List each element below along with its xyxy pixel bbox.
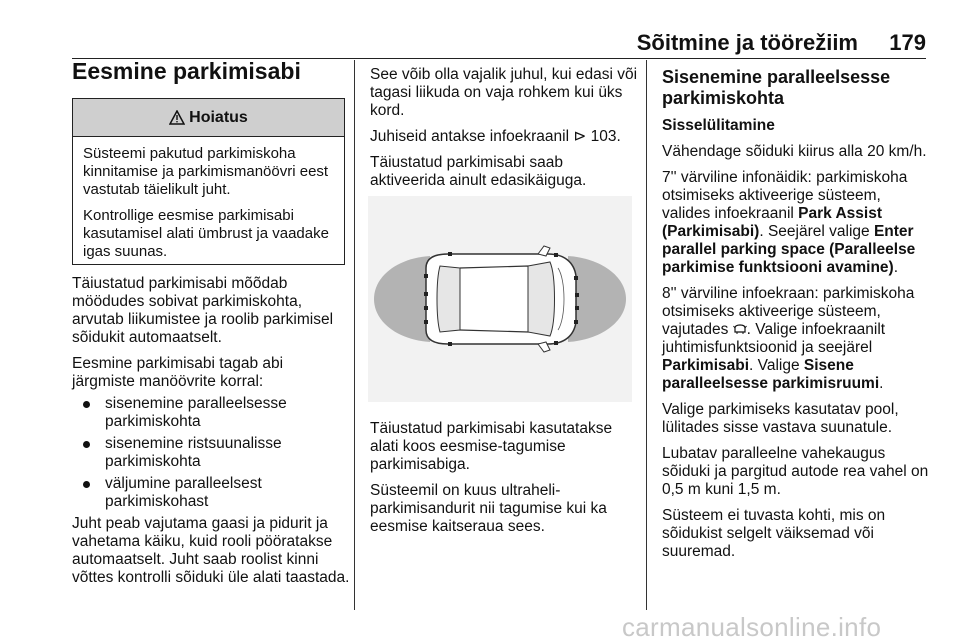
left-column bbox=[72, 275, 350, 595]
right-column bbox=[662, 67, 930, 569]
paragraph: Vähendage sõiduki kiirus alla 20 km/h. bbox=[662, 143, 927, 160]
car-top-view-diagram bbox=[368, 196, 632, 402]
warning-paragraph: Süsteemi pakutud parkimiskoha kinnitamise ja parkimismanöövri eest vastutab täielikult juht. bbox=[83, 145, 329, 198]
column-divider bbox=[354, 60, 355, 610]
list-item: väljumine paralleelsest parkimiskohast bbox=[72, 475, 350, 511]
text-run: . bbox=[879, 375, 884, 392]
parking-sensor-illustration bbox=[368, 196, 632, 402]
section-title: Sõitmine ja töörežiim bbox=[636, 30, 858, 55]
warning-triangle-icon bbox=[169, 110, 185, 125]
page-title: Eesmine parkimisabi bbox=[72, 58, 301, 84]
menu-item-ref: Park Assist (Parkimisabi) bbox=[662, 205, 883, 240]
text-run: . Valige bbox=[749, 357, 804, 374]
warning-box bbox=[72, 98, 345, 265]
rear-sensor bbox=[424, 292, 428, 296]
front-sensor bbox=[574, 276, 578, 280]
paragraph: See võib olla vajalik juhul, kui edasi või tagasi liikuda on vaja rohkem kui üks kord. bbox=[370, 66, 638, 119]
page-header bbox=[72, 24, 926, 59]
side-sensor bbox=[554, 341, 558, 345]
manoeuvre-list bbox=[72, 395, 350, 511]
paragraph: Süsteem ei tuvasta kohti, mis on sõidukist selgelt väiksemad või suuremad. bbox=[662, 507, 886, 560]
side-sensor bbox=[448, 342, 452, 346]
rear-sensor bbox=[424, 274, 428, 278]
column-divider bbox=[646, 60, 647, 610]
warning-title: Hoiatus bbox=[189, 108, 248, 126]
paragraph: Täiustatud parkimisabi mõõdab möödudes sobivat parkimiskohta, arvutab liikumistee ja roolib parkimisel sõidukit automaatselt. bbox=[72, 275, 334, 346]
menu-item-ref: Parkimisabi bbox=[662, 357, 750, 374]
front-sensor bbox=[575, 306, 579, 310]
list-item: sisenemine paralleelsesse parkimiskohta bbox=[72, 395, 350, 431]
paragraph bbox=[662, 169, 930, 277]
page-reference[interactable]: 103. bbox=[590, 128, 621, 145]
middle-column-bottom bbox=[370, 420, 638, 544]
text-run: . Seejärel valige bbox=[759, 223, 874, 240]
text-run: 8'' värviline infoekraan: parkimiskoha otsimiseks aktiveerige süsteem, vajutades bbox=[662, 285, 915, 338]
rear-sensor bbox=[424, 320, 428, 324]
paragraph: Juht peab vajutama gaasi ja pidurit ja vahetama käiku, kuid rooli pööratakse automaatselt. Juht saab roolist kinni võttes kontrolli sõiduki üle alati taastada. bbox=[72, 515, 350, 586]
front-sensor bbox=[574, 320, 578, 324]
car-windshield bbox=[528, 262, 555, 336]
list-item: sisenemine ristsuunalisse parkimiskohta bbox=[72, 435, 350, 471]
section-heading: Sisenemine paralleelsesse parkimiskohta bbox=[662, 67, 891, 108]
side-sensor bbox=[448, 252, 452, 256]
page-number: 179 bbox=[889, 30, 926, 55]
middle-column-top bbox=[370, 66, 638, 198]
side-sensor bbox=[554, 253, 558, 257]
front-sensor bbox=[575, 293, 579, 297]
warning-paragraph: Kontrollige eesmise parkimisabi kasutamisel alati ümbrust ja vaadake igas suunas. bbox=[83, 207, 329, 260]
paragraph: Täiustatud parkimisabi saab aktiveerida ainult edasikäiguga. bbox=[370, 154, 587, 189]
text-run: . bbox=[893, 259, 899, 276]
car-rear-window bbox=[437, 266, 460, 332]
menu-item-ref: Enter parallel parking space (Paralleelse parkimise funktsiooni avamine) bbox=[662, 223, 916, 276]
paragraph: Eesmine parkimisabi tagab abi järgmiste manöövrite korral: bbox=[72, 355, 284, 390]
text-run: . Valige infoekraanilt juhtimisfunktsioonid ja seejärel bbox=[662, 321, 886, 356]
paragraph: Valige parkimiseks kasutatav pool, lülitades sisse vastava suunatule. bbox=[662, 401, 899, 436]
page-reference-icon: ⊳ bbox=[573, 128, 587, 145]
paragraph: Täiustatud parkimisabi kasutatakse alati koos eesmise-tagumise parkimisabiga. bbox=[370, 420, 613, 473]
paragraph: Lubatav paralleelne vahekaugus sõiduki ja pargitud autode rea vahel on 0,5 m kuni 1,5 m. bbox=[662, 445, 929, 498]
watermark: carmanualsonline.info bbox=[622, 612, 882, 642]
paragraph: Süsteemil on kuus ultraheli-parkimisandurit nii tagumise kui ka eesmise kaitseraua sees. bbox=[370, 482, 607, 535]
rear-sensor bbox=[424, 306, 428, 310]
activation-label: Sisselülitamine bbox=[662, 117, 775, 134]
parking-assist-icon bbox=[733, 323, 747, 335]
paragraph bbox=[370, 128, 638, 146]
reference-text: Juhiseid antakse infoekraanil bbox=[370, 128, 574, 145]
car-roof bbox=[452, 266, 540, 332]
paragraph bbox=[662, 285, 930, 393]
menu-item-ref: Sisene paralleelsesse parkimisruumi bbox=[662, 357, 880, 392]
rear-sensor-zone bbox=[374, 256, 430, 342]
text-run: 7'' värviline infonäidik: parkimiskoha otsimiseks aktiveerige süsteem, valides infoekraanil bbox=[662, 169, 908, 222]
warning-header bbox=[73, 99, 344, 137]
